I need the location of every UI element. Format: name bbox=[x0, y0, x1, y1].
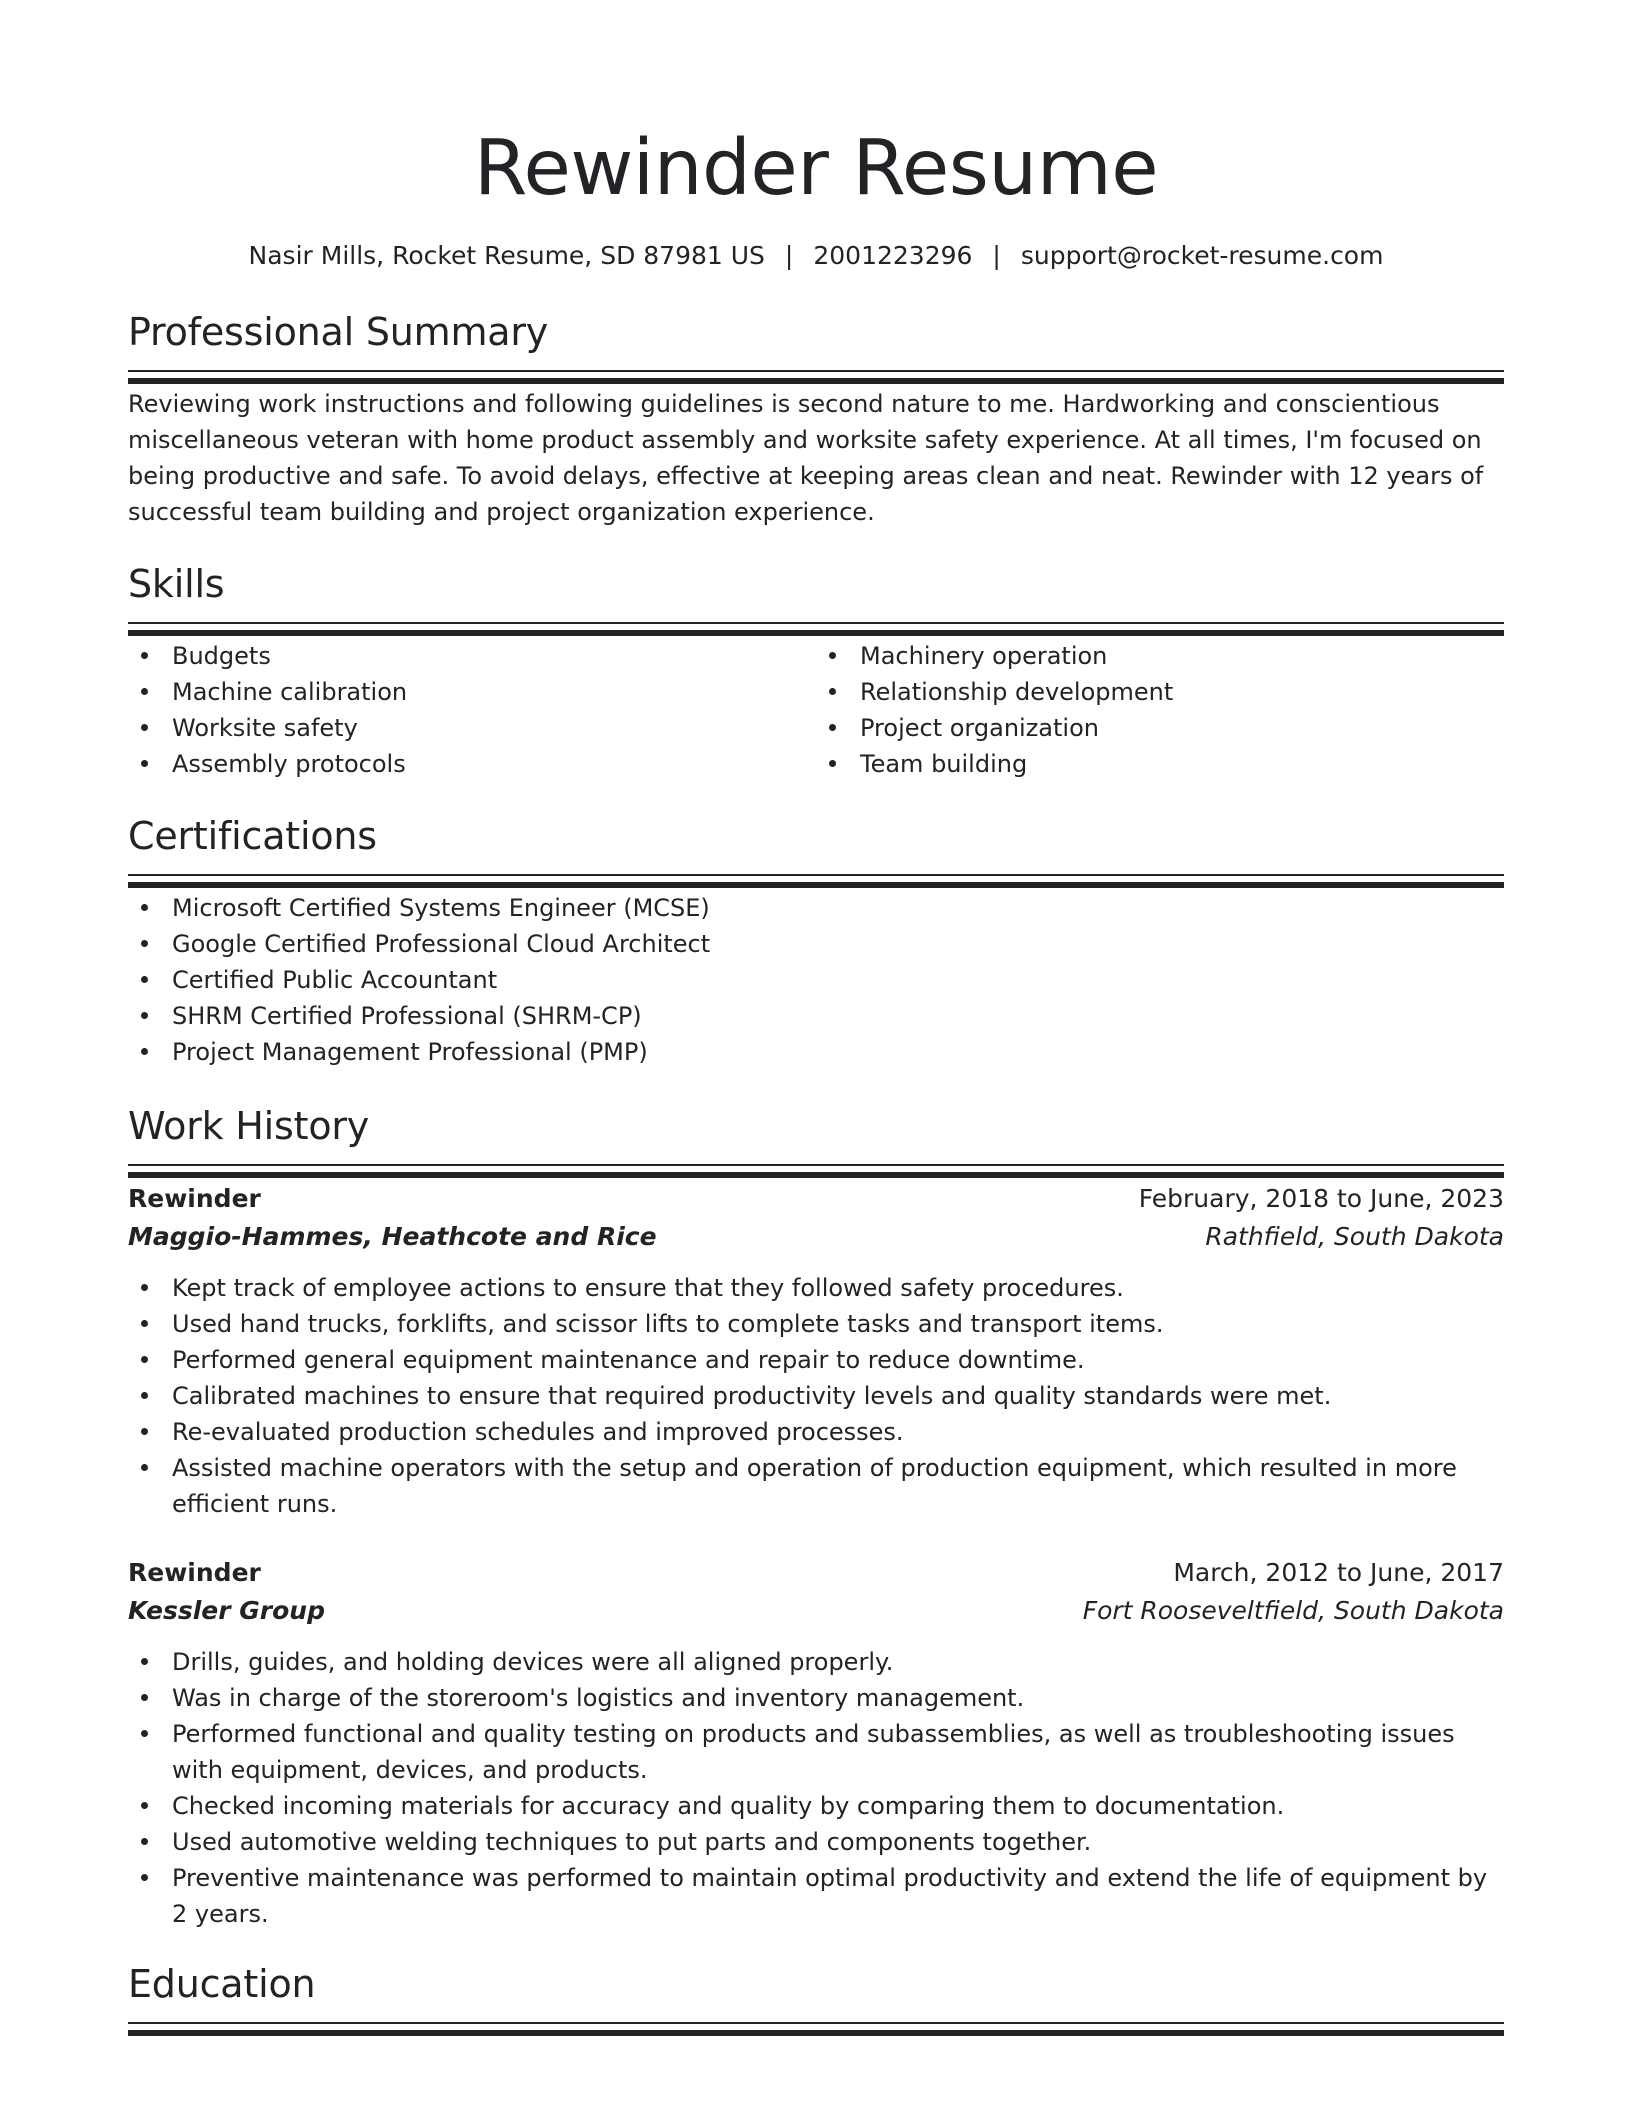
bullet-icon bbox=[829, 760, 836, 767]
job-company: Kessler Group bbox=[128, 1596, 325, 1625]
job-subheader bbox=[128, 1592, 1504, 1630]
certifications-list bbox=[128, 890, 1504, 1070]
job-duty-item: Performed general equipment maintenance and repair to reduce downtime. bbox=[128, 1342, 1504, 1378]
job-duty-item: Used automotive welding techniques to put parts and components together. bbox=[128, 1824, 1504, 1860]
skill-item: Team building bbox=[816, 746, 1504, 782]
job-duty-item: Performed functional and quality testing on products and subassemblies, as well as troubleshooting issues with equipment, devices, and products. bbox=[128, 1716, 1504, 1788]
skill-item: Budgets bbox=[128, 638, 816, 674]
job-duty-item: Preventive maintenance was performed to maintain optimal productivity and extend the life of equipment by 2 years. bbox=[128, 1860, 1504, 1932]
job-dates: March, 2012 to June, 2017 bbox=[1173, 1558, 1504, 1587]
job-duty-item: Checked incoming materials for accuracy and quality by comparing them to documentation. bbox=[128, 1788, 1504, 1824]
bullet-icon bbox=[141, 1464, 148, 1471]
bullet-icon bbox=[141, 1694, 148, 1701]
job-duties-list bbox=[128, 1270, 1504, 1522]
contact-separator: | bbox=[784, 241, 794, 270]
skills-section bbox=[128, 560, 1504, 782]
certification-item: Google Certified Professional Cloud Architect bbox=[128, 926, 1504, 962]
section-heading-work-history: Work History bbox=[128, 1104, 370, 1148]
job-header bbox=[128, 1554, 1504, 1592]
bullet-icon bbox=[141, 688, 148, 695]
section-heading-education: Education bbox=[128, 1962, 316, 2006]
certification-item: Certified Public Accountant bbox=[128, 962, 1504, 998]
skills-list-right bbox=[816, 638, 1504, 782]
skills-list-left bbox=[128, 638, 816, 782]
section-divider bbox=[128, 370, 1504, 372]
bullet-icon bbox=[141, 1392, 148, 1399]
bullet-icon bbox=[141, 1284, 148, 1291]
skill-item: Worksite safety bbox=[128, 710, 816, 746]
bullet-icon bbox=[829, 724, 836, 731]
contact-line bbox=[128, 238, 1504, 274]
job-location: Fort Rooseveltfield, South Dakota bbox=[1082, 1596, 1504, 1625]
certification-item: Microsoft Certified Systems Engineer (MCSE) bbox=[128, 890, 1504, 926]
job-duty-item: Kept track of employee actions to ensure that they followed safety procedures. bbox=[128, 1270, 1504, 1306]
contact-separator: | bbox=[992, 241, 1001, 270]
skills-grid bbox=[128, 638, 1504, 782]
skill-item: Machinery operation bbox=[816, 638, 1504, 674]
section-heading-summary: Professional Summary bbox=[128, 310, 549, 354]
bullet-icon bbox=[141, 724, 148, 731]
certifications-section bbox=[128, 812, 1504, 1070]
section-heading-certifications: Certifications bbox=[128, 814, 377, 858]
job-header bbox=[128, 1180, 1504, 1218]
bullet-icon bbox=[141, 1730, 148, 1737]
job-duty-item: Used hand trucks, forklifts, and scissor lifts to complete tasks and transport items. bbox=[128, 1306, 1504, 1342]
bullet-icon bbox=[829, 688, 836, 695]
skill-item: Machine calibration bbox=[128, 674, 816, 710]
job-duty-item: Calibrated machines to ensure that required productivity levels and quality standards were met. bbox=[128, 1378, 1504, 1414]
bullet-icon bbox=[141, 904, 148, 911]
job-subheader bbox=[128, 1218, 1504, 1256]
section-divider bbox=[128, 874, 1504, 876]
bullet-icon bbox=[141, 1048, 148, 1055]
job-title: Rewinder bbox=[128, 1184, 261, 1213]
summary-section bbox=[128, 308, 1504, 530]
job-location: Rathfield, South Dakota bbox=[1205, 1222, 1504, 1251]
contact-phone: 2001223296 bbox=[813, 241, 973, 270]
contact-address: Nasir Mills, Rocket Resume, SD 87981 US bbox=[248, 241, 765, 270]
job-duty-item: Drills, guides, and holding devices were all aligned properly. bbox=[128, 1644, 1504, 1680]
contact-email: support@rocket-resume.com bbox=[1020, 241, 1384, 270]
job-duty-item: Re-evaluated production schedules and improved processes. bbox=[128, 1414, 1504, 1450]
skill-item: Assembly protocols bbox=[128, 746, 816, 782]
job-entry bbox=[128, 1180, 1504, 1522]
summary-text: Reviewing work instructions and following guidelines is second nature to me. Hardworking and conscientious miscellaneous veteran with home product assembly and worksite safety experience. At all times, I'm focused on being productive and safe. To avoid delays, effective at keeping areas clean and neat. Rewinder with 12 years of successful team building and project organization experience. bbox=[128, 390, 1484, 526]
bullet-icon bbox=[829, 652, 836, 659]
bullet-icon bbox=[141, 940, 148, 947]
bullet-icon bbox=[141, 1428, 148, 1435]
bullet-icon bbox=[141, 760, 148, 767]
bullet-icon bbox=[141, 1802, 148, 1809]
bullet-icon bbox=[141, 652, 148, 659]
bullet-icon bbox=[141, 1838, 148, 1845]
bullet-icon bbox=[141, 1658, 148, 1665]
section-divider bbox=[128, 1164, 1504, 1166]
skill-item: Project organization bbox=[816, 710, 1504, 746]
bullet-icon bbox=[141, 976, 148, 983]
bullet-icon bbox=[141, 1012, 148, 1019]
education-section bbox=[128, 1960, 1504, 2024]
bullet-icon bbox=[141, 1356, 148, 1363]
job-duty-item: Assisted machine operators with the setup and operation of production equipment, which resulted in more efficient runs. bbox=[128, 1450, 1504, 1522]
section-divider bbox=[128, 622, 1504, 624]
certification-item: SHRM Certified Professional (SHRM-CP) bbox=[128, 998, 1504, 1034]
bullet-icon bbox=[141, 1874, 148, 1881]
job-duties-list bbox=[128, 1644, 1504, 1932]
job-dates: February, 2018 to June, 2023 bbox=[1138, 1184, 1504, 1213]
resume-title: Rewinder Resume bbox=[473, 124, 1159, 213]
job-company: Maggio-Hammes, Heathcote and Rice bbox=[128, 1222, 657, 1251]
bullet-icon bbox=[141, 1320, 148, 1327]
job-duty-item: Was in charge of the storeroom's logistics and inventory management. bbox=[128, 1680, 1504, 1716]
certification-item: Project Management Professional (PMP) bbox=[128, 1034, 1504, 1070]
job-title: Rewinder bbox=[128, 1558, 261, 1587]
job-entry bbox=[128, 1554, 1504, 1932]
work-history-section bbox=[128, 1102, 1504, 1932]
section-divider bbox=[128, 2022, 1504, 2024]
skill-item: Relationship development bbox=[816, 674, 1504, 710]
section-heading-skills: Skills bbox=[128, 562, 225, 606]
